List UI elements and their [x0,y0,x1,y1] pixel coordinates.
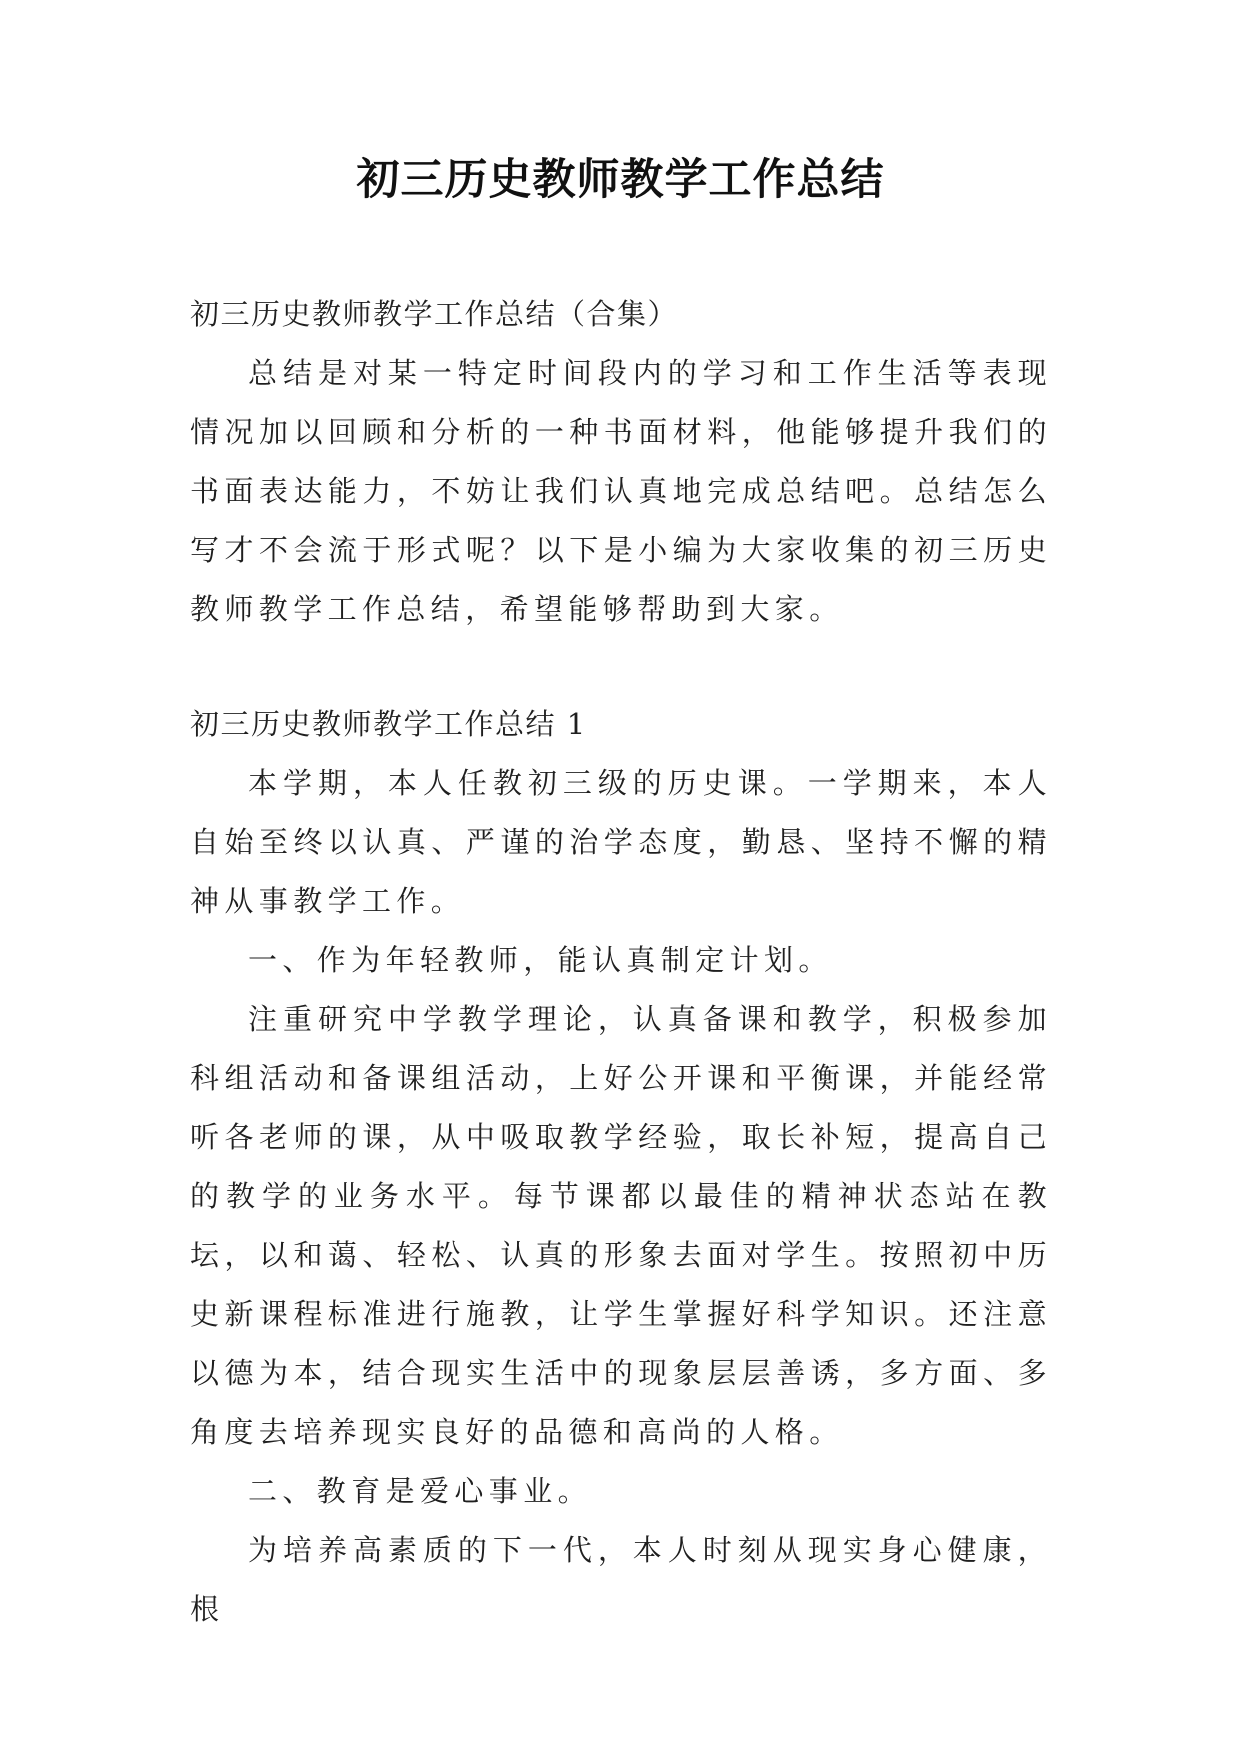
section-heading-2: 二、教育是爱心事业。 [248,1474,593,1508]
section-paragraph-2: 注重研究中学教学理论，认真备课和教学，积极参加科组活动和备课组活动，上好公开课和平衡课，并能经常听各老师的课，从中吸取教学经验，取长补短，提高自己的教学的业务水平。每节课都以最佳的精神状态站在教坛，以和蔼、轻松、认真的形象去面对学生。按照初中历史新课程标准进行施教，让学生掌握好科学知识。还注意以德为本，结合现实生活中的现象层层善诱，多方面、多角度去培养现实良好的品德和高尚的人格。 [190,1002,1052,1449]
document-subtitle: 初三历史教师教学工作总结（合集） [190,297,679,331]
document-body [190,285,1052,1639]
document-title: 初三历史教师教学工作总结 [356,155,885,205]
section-paragraph-1: 本学期，本人任教初三级的历史课。一学期来，本人自始至终以认真、严谨的治学态度，勤恳、坚持不懈的精神从事教学工作。 [190,766,1052,918]
section-paragraph-3: 为培养高素质的下一代，本人时刻从现实身心健康，根 [190,1533,1052,1626]
section-heading-1: 一、作为年轻教师，能认真制定计划。 [248,943,833,977]
intro-paragraph: 总结是对某一特定时间段内的学习和工作生活等表现情况加以回顾和分析的一种书面材料，他能够提升我们的书面表达能力，不妨让我们认真地完成总结吧。总结怎么写才不会流于形式呢？以下是小编为大家收集的初三历史教师教学工作总结，希望能够帮助到大家。 [190,356,1052,626]
section-title: 初三历史教师教学工作总结 1 [190,707,587,741]
section-gap [190,639,1052,695]
